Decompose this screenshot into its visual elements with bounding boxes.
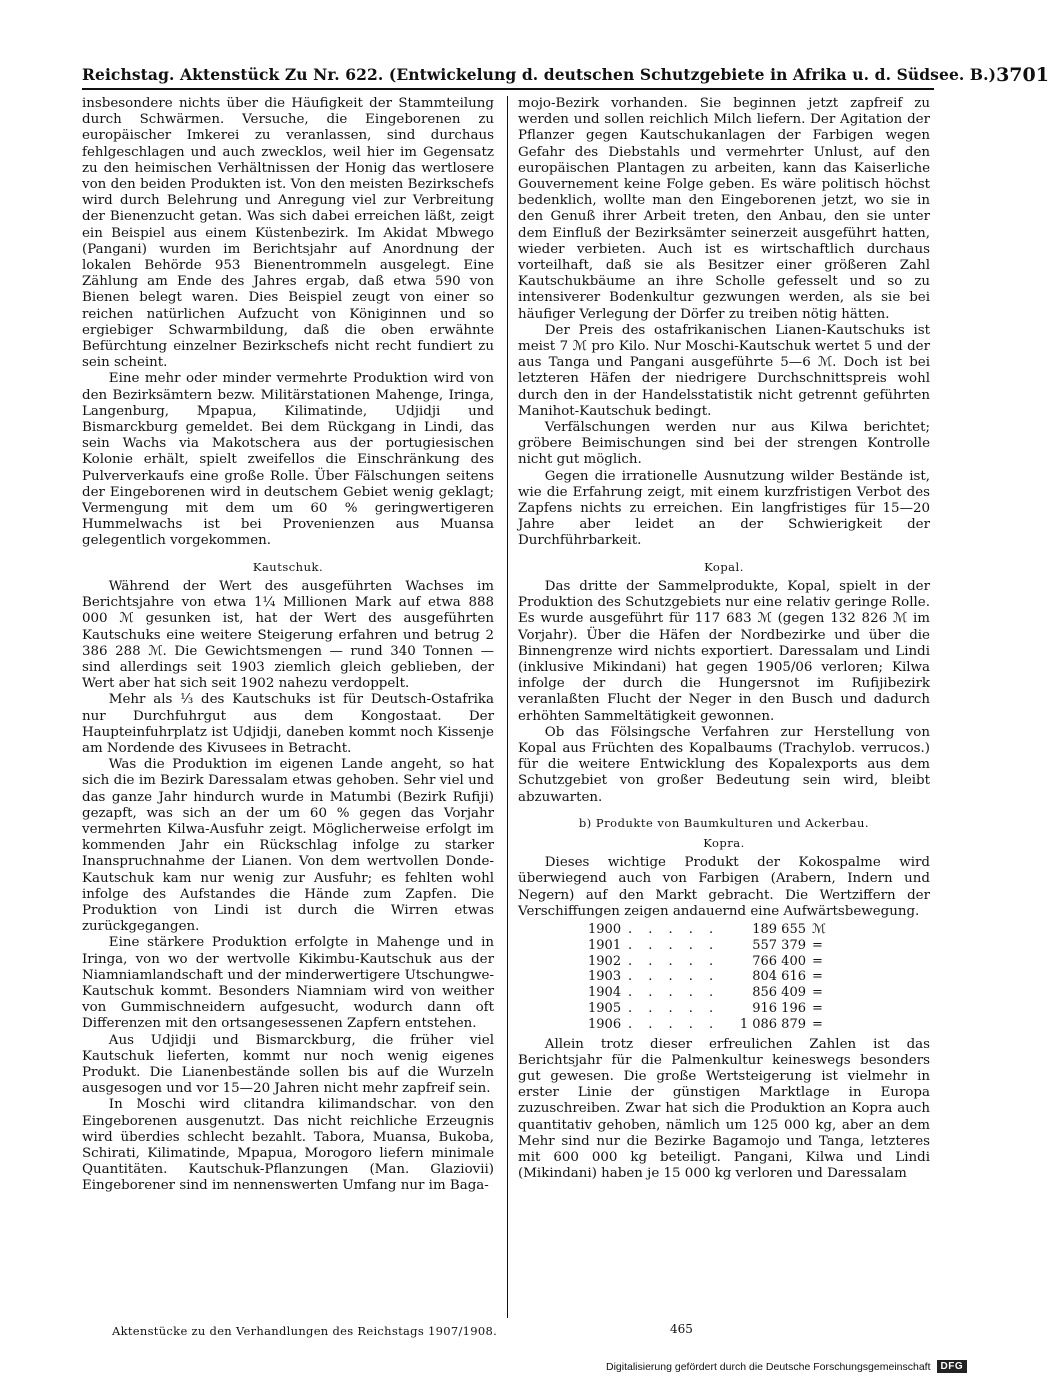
table-cell-value: 189 655 bbox=[752, 921, 806, 937]
dfg-logo: DFG bbox=[937, 1360, 968, 1373]
section-heading-kautschuk: Kautschuk. bbox=[252, 559, 324, 574]
table-row bbox=[588, 1001, 836, 1017]
table-cell-year: 1905 bbox=[588, 1000, 622, 1016]
paragraph: Mehr als ⅓ des Kautschuks ist für Deutsch-Ostafrika nur Durchfuhrgut aus dem Kongostaat. Der Haupteinfuhrplatz ist Udjidji, daneben kommt noch Kissenje am Nordende des Kivusees in Betracht. bbox=[82, 692, 494, 756]
table-cell-dots: . . . . . bbox=[628, 985, 720, 1001]
table-cell-value: 916 196 bbox=[752, 1000, 806, 1016]
paragraph: In Moschi wird clitandra kilimandschar. von den Eingeborenen ausgenutzt. Das nicht reichliche Erzeugnis wird überdies schlecht bezahlt. Tabora, Muansa, Bukoba, Schirati, Kilimatinde, Mpapua, Morogoro liefern minimale Quantitäten. Kautschuk-Pflanzungen (Man. Glaziovii) Eingeborener sind im nennenswerten Umfang nur im Baga- bbox=[82, 1097, 494, 1194]
paragraph: mojo-Bezirk vorhanden. Sie beginnen jetzt zapfreif zu werden und sollen reichlich Milch liefern. Der Agitation der Pflanzer gegen Kautschukanlagen der Farbigen wegen Gefahr des Diebstahls und vermehrter Unlust, auf den europäischen Plantagen zu arbeiten, kann das Kaiserliche Gouvernement keine Folge geben. Es wäre politisch höchst bedenklich, wollte man den Eingeborenen jetzt, wo sie in den Genuß ihrer Arbeit treten, den Anbau, den sie unter dem Einfluß der Bezirksämter seinerzeit ausgeführt hatten, wieder verbieten. Auch ist es wirtschaftlich durchaus vorteilhaft, daß sie als Besitzer einer größeren Zahl Kautschukbäume an ihre Scholle gefesselt und so zu intensiverer Bodenkultur gezwungen werden, als sie bei häufiger Verlegung der Dörfer zu treiben nötig hätten. bbox=[518, 96, 930, 322]
table-cell-value: 557 379 bbox=[752, 937, 806, 953]
paragraph: Eine stärkere Produktion erfolgte in Mahenge und in Iringa, von wo der wertvolle Kikimbu-Kautschuk aus der Niamniamlandschaft und der minderwertigere Utschungwe-Kautschuk kommt. Besonders Niamniam wird von weither von Gummischneidern aufgesucht, wodurch dann oft Differenzen mit den ortsangesessenen Zapfern entstehen. bbox=[82, 935, 494, 1032]
table-cell-year: 1904 bbox=[588, 985, 622, 1001]
table-cell-value: 856 409 bbox=[752, 985, 806, 1001]
paragraph: Gegen die irrationelle Ausnutzung wilder Bestände ist, wie die Erfahrung zeigt, mit einem kurzfristigen Verbot des Zapfens nichts zu erreichen. Ein langfristiges für 15—20 Jahre aber leidet an der Schwierigkeit der Durchführbarkeit. bbox=[518, 468, 930, 549]
table-cell-unit: = bbox=[812, 985, 823, 1001]
table-cell-dots: . . . . . bbox=[628, 1016, 720, 1032]
table-row bbox=[588, 969, 836, 985]
table-cell-value: 804 616 bbox=[752, 969, 806, 985]
table-cell-unit: = bbox=[812, 1016, 823, 1032]
kopra-value-table bbox=[588, 922, 836, 1033]
header-title: Reichstag. Aktenstück Zu Nr. 622. (Entwickelung d. deutschen Schutzgebiete in Afrika u. d. Südsee. B.) bbox=[82, 65, 997, 84]
table-row bbox=[588, 1017, 836, 1033]
table-cell-value: 1 086 879 bbox=[739, 1016, 806, 1032]
table-cell-year: 1900 bbox=[588, 921, 622, 937]
digitization-credit bbox=[606, 1360, 967, 1373]
paragraph: Aus Udjidji und Bismarckburg, die früher viel Kautschuk lieferten, kommt nur noch wenig eigenes Produkt. Die Lianenbestände sollen bis auf die Wurzeln ausgesogen und vor 15—20 Jahren nicht mehr zapfreif sein. bbox=[82, 1032, 494, 1097]
footer-page-number: 465 bbox=[670, 1322, 693, 1336]
table-cell-unit: = bbox=[812, 937, 823, 953]
table-cell-year: 1903 bbox=[588, 969, 622, 985]
table-cell-unit: = bbox=[812, 1000, 823, 1016]
page-number: 3701 bbox=[996, 64, 1049, 86]
table-cell-dots: . . . . . bbox=[628, 1000, 720, 1016]
table-cell-year: 1902 bbox=[588, 953, 622, 969]
right-column bbox=[518, 96, 930, 1312]
table-row bbox=[588, 954, 836, 970]
table-cell-dots: . . . . . bbox=[628, 937, 720, 953]
credit-text: Digitalisierung gefördert durch die Deutsche Forschungsgemeinschaft bbox=[606, 1360, 931, 1373]
table-cell-year: 1901 bbox=[588, 937, 622, 953]
paragraph: Der Preis des ostafrikanischen Lianen-Kautschuks ist meist 7 ℳ pro Kilo. Nur Moschi-Kautschuk wertet 5 und der aus Tanga und Pangani ausgeführte 5—6 ℳ. Doch ist bei letzteren Häfen der niedrigere Durchschnittspreis wohl durch den in der Handelsstatistik nicht getrennt geführten Manihot-Kautschuk bedingt. bbox=[518, 322, 930, 419]
table-cell-unit: ℳ bbox=[812, 921, 826, 937]
paragraph: Was die Produktion im eigenen Lande angeht, so hat sich die im Bezirk Daressalam etwas gehoben. Sehr viel und das ganze Jahr hindurch wurde in Matumbi (Bezirk Rufiji) gezapft, was sich an der um 60 % gegen das Vorjahr vermehrten Kilwa-Ausfuhr zeigt. Möglicherweise erfolgt im kommenden Jahr ein Rückschlag infolge zu starker Inanspruchnahme der Lianen. Von dem wertvollen Donde-Kautschuk kam nur wenig zur Ausfuhr; es fehlten wohl infolge des Aufstandes die Hände zum Zapfen. Die Produktion von Lindi ist durch die Wirren etwas zurückgegangen. bbox=[82, 757, 494, 935]
paragraph: Dieses wichtige Produkt der Kokospalme wird überwiegend auch von Farbigen (Arabern, Indern und Negern) auf den Markt gebracht. Die Wertziffern der Verschiffungen zeigen andauernd eine Aufwärtsbewegung. bbox=[518, 855, 930, 919]
paragraph: insbesondere nichts über die Häufigkeit der Stammteilung durch Schwärmen. Versuche, die Eingeborenen zu europäischer Imkerei zu veranlassen, sind durchaus fehlgeschlagen und auch zwecklos, weil hier im Gegensatz zu den heimischen Verhältnissen der Honig das wertlosere von den beiden Produkten ist. Von den meisten Bezirkschefs wird durch Belehrung und Anregung viel zur Verbreitung der Bienenzucht getan. Was sich dabei erreichen läßt, zeigt ein Beispiel aus einem Küstenbezirk. Im Akidat Mbwego (Pangani) wurden im Berichtsjahr auf Anordnung der lokalen Behörde 953 Bienentrommeln ausgelegt. Eine Zählung am Ende des Jahres ergab, daß etwa 590 von Bienen belegt waren. Dies Beispiel zeugt von einer so reichen natürlichen Aufzucht von Königinnen und so ergiebiger Schwarmbildung, daß die oben erwähnte Befürchtung einzelner Bezirkschefs nicht recht fundiert zu sein scheint. bbox=[82, 96, 494, 371]
table-cell-dots: . . . . . bbox=[628, 953, 720, 969]
table-cell-year: 1906 bbox=[588, 1016, 622, 1032]
table-cell-unit: = bbox=[812, 969, 823, 985]
table-cell-dots: . . . . . bbox=[628, 969, 720, 985]
section-heading-kopal: Kopal. bbox=[704, 559, 744, 574]
paragraph: Verfälschungen werden nur aus Kilwa berichtet; gröbere Beimischungen sind bei der strengen Kontrolle nicht gut möglich. bbox=[518, 420, 930, 468]
paragraph: Ob das Fölsingsche Verfahren zur Herstellung von Kopal aus Früchten des Kopalbaums (Trachylob. verrucos.) für die weitere Entwicklung des Kopalexports aus dem Schutzgebiet von großer Bedeutung sein wird, bleibt abzuwarten. bbox=[518, 724, 930, 805]
table-cell-dots: . . . . . bbox=[628, 921, 720, 937]
section-heading-kopra: Kopra. bbox=[703, 835, 745, 850]
paragraph: Eine mehr oder minder vermehrte Produktion wird von den Bezirksämtern bezw. Militärstationen Mahenge, Iringa, Langenburg, Mpapua, Kilimatinde, Udjidji und Bismarckburg gemeldet. Bei dem Rückgang in Lindi, das sein Wachs via Makotschera aus der portugiesischen Kolonie erhält, spielt zweifellos die Einschränkung des Pulververkaufs eine große Rolle. Über Fälschungen seitens der Eingeborenen wird in deutschem Gebiet wenig geklagt; Vermengung mit dem um 60 % geringwertigeren Hummelwachs ist bei Provenienzen aus Muansa gelegentlich vorgekommen. bbox=[82, 371, 494, 549]
section-heading-baumkulturen: b) Produkte von Baumkulturen und Ackerbau. bbox=[578, 815, 870, 830]
column-divider bbox=[507, 96, 508, 1318]
footer-publication: Aktenstücke zu den Verhandlungen des Reichstags 1907/1908. bbox=[112, 1324, 498, 1338]
table-row bbox=[588, 985, 836, 1001]
paragraph: Das dritte der Sammelprodukte, Kopal, spielt in der Produktion des Schutzgebiets nur eine relativ geringe Rolle. Es wurde ausgeführt für 117 683 ℳ (gegen 132 826 ℳ im Vorjahr). Über die Häfen der Nordbezirke und über die Binnengrenze wird nichts exportiert. Daressalam und Lindi (inklusive Mikindani) hat gegen 1905/06 verloren; Kilwa infolge der durch die Hungersnot im Rufijibezirk veranlaßten Flucht der Neger in den Busch und dadurch erhöhten Sammeltätigkeit gewonnen. bbox=[518, 578, 930, 724]
table-row bbox=[588, 938, 836, 954]
table-cell-unit: = bbox=[812, 953, 823, 969]
left-column bbox=[82, 96, 494, 1312]
page-header bbox=[82, 56, 1049, 90]
paragraph: Allein trotz dieser erfreulichen Zahlen ist das Berichtsjahr für die Palmenkultur keineswegs besonders gut gewesen. Die große Wertsteigerung ist vielmehr in erster Linie der günstigen Marktlage in Europa zuzuschreiben. Zwar hat sich die Produktion an Kopra auch quantitativ gehoben, nämlich um 125 000 kg, aber an dem Mehr sind nur die Bezirke Bagamojo und Tanga, letzteres mit 600 000 kg beteiligt. Pangani, Kilwa und Lindi (Mikindani) haben je 15 000 kg verloren und Daressalam bbox=[518, 1036, 930, 1182]
paragraph: Während der Wert des ausgeführten Wachses im Berichtsjahre von etwa 1¼ Millionen Mark auf etwa 888 000 ℳ gesunken ist, hat der Wert des ausgeführten Kautschuks eine weitere Steigerung erfahren und betrug 2 386 288 ℳ. Die Gewichtsmengen — rund 340 Tonnen — sind allerdings seit 1903 ziemlich gleich geblieben, der Wert aber hat sich seit 1902 nahezu verdoppelt. bbox=[82, 578, 494, 692]
table-cell-value: 766 400 bbox=[752, 953, 806, 969]
table-row bbox=[588, 922, 836, 938]
